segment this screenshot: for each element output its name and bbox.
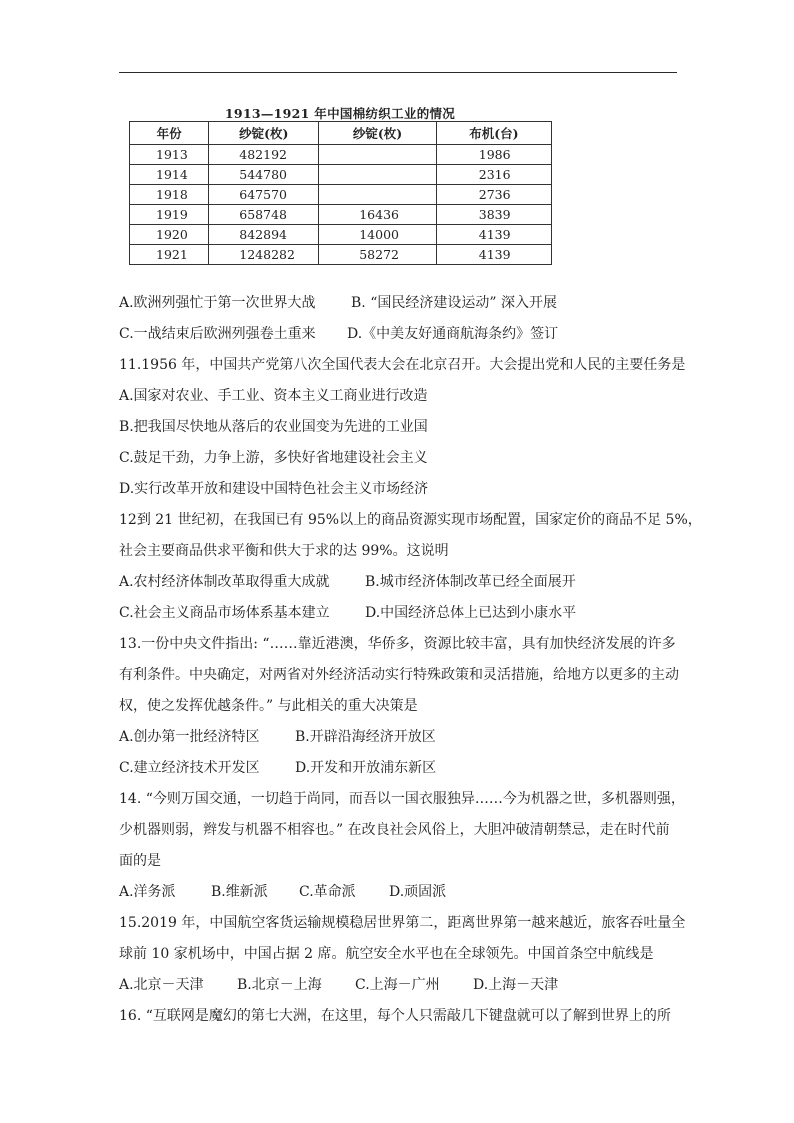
cell-spindles-2: 58272 [319,245,437,265]
q10-option-a: A.欧洲列强忙于第一次世界大战 [119,295,316,311]
q10-options-row-1 [119,288,679,319]
q12-option-a: A.农村经济体制改革取得重大成就 [119,574,330,590]
q11-option-c: C.鼓足干劲，力争上游，多快好省地建设社会主义 [119,450,428,466]
header-rule [119,72,677,73]
cell-looms: 1986 [436,145,551,165]
table-row [130,165,552,185]
cell-spindles-2 [319,145,437,165]
cell-looms: 4139 [436,245,551,265]
cell-spindles-2 [319,165,437,185]
cell-year: 1921 [130,245,209,265]
q13-option-c: C.建立经济技术开发区 [119,760,260,776]
q15-option-d: D.上海－天津 [473,977,559,993]
q15-option-b: B.北京－上海 [237,977,322,993]
q15-options-row [119,970,679,1001]
q11-option-b: B.把我国尽快地从落后的农业国变为先进的工业国 [119,419,428,435]
header-year: 年份 [130,122,209,145]
q12-option-c: C.社会主义商品市场体系基本建立 [119,605,330,621]
q10-option-c: C.一战结束后欧洲列强卷土重来 [119,326,316,342]
header-spindles-2: 纱锭(枚) [319,122,437,145]
q11-option-d: D.实行改革开放和建设中国特色社会主义市场经济 [119,481,429,497]
q14-option-d: D.顽固派 [389,884,447,900]
q10-options-row-2 [119,319,679,350]
cell-looms: 2736 [436,185,551,205]
cell-spindles: 544780 [209,165,319,185]
q13-options-row-1 [119,722,679,753]
header-spindles: 纱锭(枚) [209,122,319,145]
cell-spindles-2: 14000 [319,225,437,245]
q12-stem-line-2: 社会主要商品供求平衡和供大于求的达 99%。这说明 [119,543,449,559]
q12-option-d: D.中国经济总体上已达到小康水平 [365,605,577,621]
cell-year: 1918 [130,185,209,205]
q14-options-row [119,877,679,908]
table-row [130,145,552,165]
q13-stem-line-1: 13.一份中央文件指出: “……靠近港澳，华侨多，资源比较丰富，具有加快经济发展的许多 [119,636,676,652]
cell-year: 1913 [130,145,209,165]
q15-option-c: C.上海－广州 [355,977,440,993]
table-row [130,205,552,225]
cotton-industry-table [129,121,552,265]
q13-stem-line-3: 权，使之发挥优越条件。” 与此相关的重大决策是 [119,698,418,714]
q12-stem-line-1: 12到 21 世纪初，在我国已有 95%以上的商品资源实现市场配置，国家定价的商品不足 5%， [119,512,702,528]
q15-option-a: A.北京－天津 [119,977,204,993]
cell-spindles: 658748 [209,205,319,225]
cell-spindles: 647570 [209,185,319,205]
q14-option-b: B.维新派 [211,884,268,900]
table-row [130,245,552,265]
cell-spindles: 1248282 [209,245,319,265]
q15-stem-line-1: 15.2019 年，中国航空客货运输规模稳居世界第二，距离世界第一越来越近，旅客吞吐量全 [119,915,686,931]
q16-stem-line-1: 16. “互联网是魔幻的第七大洲，在这里，每个人只需敲几下键盘就可以了解到世界上的所 [119,1008,671,1024]
q13-option-d: D.开发和开放浦东新区 [295,760,437,776]
table-title: 1913—1921 年中国棉纺织工业的情况 [224,106,456,121]
q15-stem-line-2: 球前 10 家机场中，中国占据 2 席。航空安全水平也在全球领先。中国首条空中航线是 [119,946,654,962]
cell-looms: 3839 [436,205,551,225]
cell-year: 1919 [130,205,209,225]
cell-spindles-2: 16436 [319,205,437,225]
q13-stem-line-2: 有利条件。中央确定，对两省对外经济活动实行特殊政策和灵活措施，给地方以更多的主动 [119,667,679,683]
questions-body [119,288,702,1032]
q13-options-row-2 [119,753,679,784]
q11-stem: 11.1956 年，中国共产党第八次全国代表大会在北京召开。大会提出党和人民的主要任务是 [119,357,686,373]
q13-option-a: A.创办第一批经济特区 [119,729,260,745]
q10-option-b: B. “国民经济建设运动” 深入开展 [351,295,557,311]
q12-option-b: B.城市经济体制改革已经全面展开 [365,574,576,590]
q14-stem-line-1: 14. “今则万国交通，一切趋于尚同，而吾以一国衣服独异……今为机器之世，多机器则强， [119,791,685,807]
table-header-row [130,122,552,145]
cell-spindles: 842894 [209,225,319,245]
q14-stem-line-3: 面的是 [119,853,161,869]
q12-options-row-2 [119,598,679,629]
cell-year: 1914 [130,165,209,185]
q14-stem-line-2: 少机器则弱，辫发与机器不相容也。” 在改良社会风俗上，大胆冲破清朝禁忌，走在时代前 [119,822,670,838]
header-looms: 布机(台) [436,122,551,145]
cell-looms: 2316 [436,165,551,185]
q14-option-a: A.洋务派 [119,884,176,900]
cell-spindles-2 [319,185,437,205]
q12-options-row-1 [119,567,679,598]
q13-option-b: B.开辟沿海经济开放区 [295,729,436,745]
cell-year: 1920 [130,225,209,245]
cell-spindles: 482192 [209,145,319,165]
q10-option-d: D.《中美友好通商航海条约》签订 [347,326,559,342]
cell-looms: 4139 [436,225,551,245]
q14-option-c: C.革命派 [299,884,356,900]
q11-option-a: A.国家对农业、手工业、资本主义工商业进行改造 [119,388,428,404]
table-row [130,185,552,205]
table-row [130,225,552,245]
